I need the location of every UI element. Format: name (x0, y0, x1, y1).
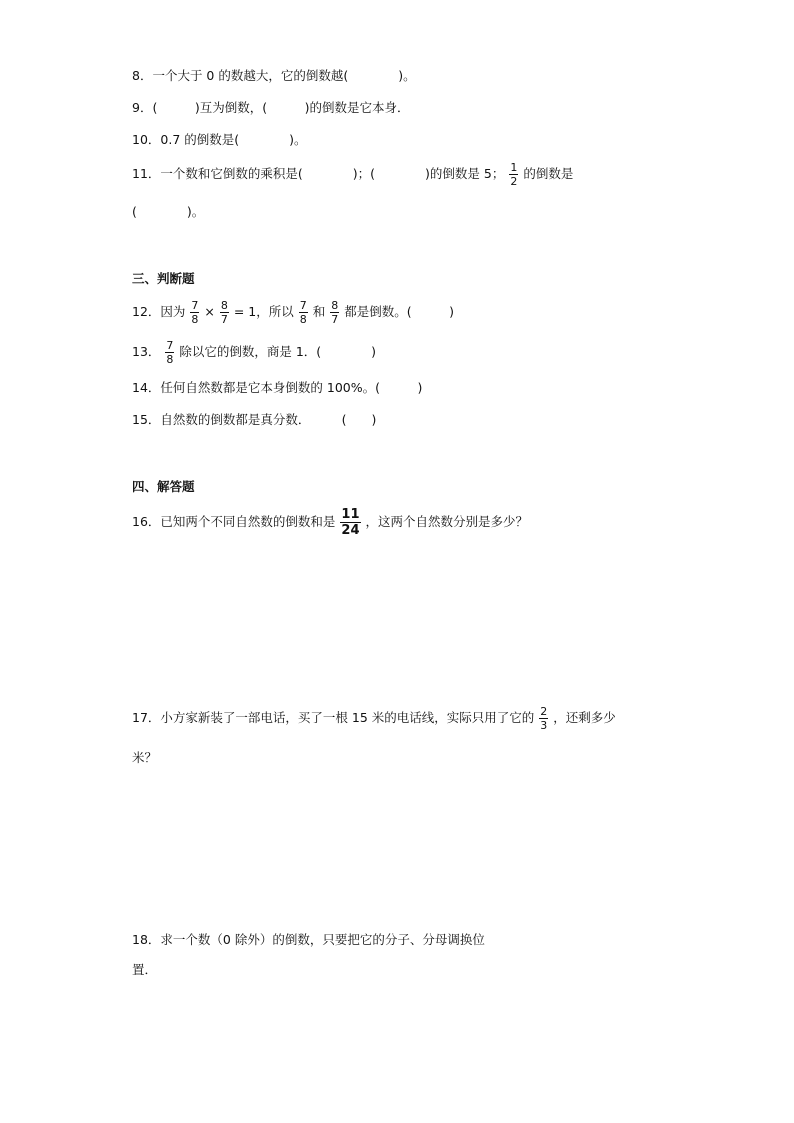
question-12-suffix: 都是倒数。( ) (344, 304, 454, 319)
question-16 (132, 508, 528, 537)
question-13-prefix: 13． (132, 344, 161, 359)
question-14 (132, 378, 422, 398)
question-17-line2 (132, 748, 157, 768)
question-10 (132, 130, 307, 150)
fraction-8-7-b (330, 300, 339, 325)
and-text: 和 (312, 304, 326, 319)
question-12 (132, 300, 454, 325)
fraction-denominator: 7 (220, 313, 228, 326)
question-15 (132, 410, 376, 430)
fraction-numerator: 1 (510, 161, 518, 174)
fraction-numerator: 7 (191, 299, 199, 312)
fraction-denominator: 7 (331, 313, 339, 326)
fraction-denominator: 8 (191, 313, 199, 326)
question-9 (132, 98, 409, 118)
question-15-text: 15．自然数的倒数都是真分数． ( ) (132, 412, 377, 427)
question-11-part1: 11．一个数和它倒数的乘积是( )；( )的倒数是 5； (132, 166, 505, 181)
question-8 (132, 66, 416, 86)
fraction-numerator: 2 (540, 705, 548, 718)
question-9-text: 9．( )互为倒数，( )的倒数是它本身． (132, 100, 410, 115)
fraction-denominator: 24 (341, 523, 360, 538)
question-10-text: 10．0.7 的倒数是( )。 (132, 132, 307, 147)
question-11 (132, 162, 573, 187)
question-11-line2 (132, 202, 204, 222)
question-11-blank: ( )。 (132, 204, 205, 219)
fraction-7-8 (165, 340, 174, 365)
question-18-line2-text: 置． (132, 962, 158, 977)
equals-text: = 1，所以 (233, 304, 294, 319)
fraction-denominator: 3 (540, 719, 548, 732)
question-8-text: 8．一个大于 0 的数越大，它的倒数越( )。 (132, 68, 416, 83)
question-18 (132, 930, 485, 950)
fraction-numerator: 7 (299, 299, 307, 312)
fraction-2-3 (539, 706, 548, 731)
question-18-line1: 18．求一个数（0 除外）的倒数，只要把它的分子、分母调换位 (132, 932, 485, 947)
question-14-text: 14．任何自然数都是它本身倒数的 100%。( ) (132, 380, 423, 395)
fraction-numerator: 8 (220, 299, 228, 312)
fraction-8-7-a (220, 300, 229, 325)
question-13-suffix: 除以它的倒数，商是 1．( ) (179, 344, 377, 359)
section-3-heading (132, 270, 195, 288)
question-12-prefix: 12．因为 (132, 304, 186, 319)
question-16-suffix: ，这两个自然数分别是多少？ (365, 514, 528, 529)
fraction-11-24 (340, 508, 360, 537)
question-17-suffix: ，还剩多少 (553, 710, 616, 725)
fraction-numerator: 11 (341, 507, 360, 522)
fraction-numerator: 7 (166, 339, 174, 352)
question-17-line2-text: 米？ (132, 750, 158, 765)
fraction-denominator: 8 (166, 353, 174, 366)
times-sign: × (204, 304, 215, 319)
section-3-title: 三、判断题 (132, 271, 195, 286)
question-11-part2: 的倒数是 (523, 166, 574, 181)
fraction-numerator: 8 (331, 299, 339, 312)
fraction-7-8-b (299, 300, 308, 325)
question-16-prefix: 16．已知两个不同自然数的倒数和是 (132, 514, 336, 529)
section-4-heading (132, 478, 195, 496)
fraction-one-half (509, 162, 518, 187)
fraction-denominator: 2 (510, 175, 518, 188)
question-17 (132, 706, 616, 731)
fraction-denominator: 8 (299, 313, 307, 326)
question-13 (132, 340, 376, 365)
question-18-line2 (132, 960, 157, 980)
question-17-prefix: 17．小方家新装了一部电话，买了一根 15 米的电话线，实际只用了它的 (132, 710, 535, 725)
fraction-7-8-a (190, 300, 199, 325)
section-4-title: 四、解答题 (132, 479, 195, 494)
